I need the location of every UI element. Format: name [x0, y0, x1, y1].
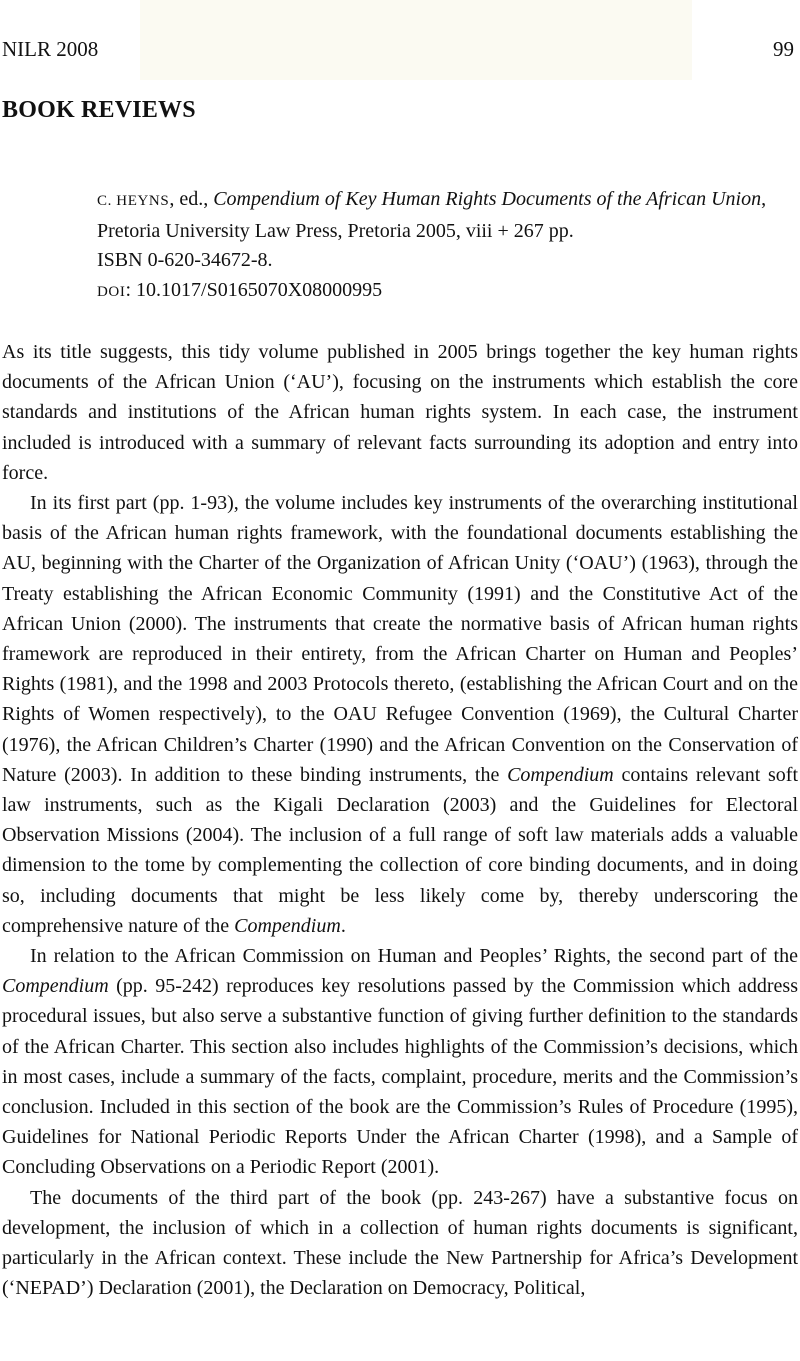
paragraph-3	[2, 941, 798, 1183]
review-body	[2, 337, 798, 1304]
citation-main	[97, 185, 797, 246]
doi-label: DOI	[97, 283, 126, 300]
section-title: BOOK REVIEWS	[2, 97, 196, 123]
journal-name: NILR 2008	[2, 37, 99, 61]
paragraph-1: As its title suggests, this tidy volume published in 2005 brings together the key human rights documents of the African Union (‘AU’), focusing on the instruments which establish the core standards and institutions of the African human rights system. In each case, the instrument included is introduced with a summary of relevant facts surrounding its adoption and entry into force.	[2, 341, 798, 484]
paragraph-2-part-c: .	[340, 914, 346, 937]
book-citation	[97, 185, 797, 307]
citation-isbn: ISBN 0-620-34672-8.	[97, 249, 273, 271]
paragraph-3-part-a: In relation to the African Commission on Human and Peoples’ Rights, the second part of the	[30, 945, 798, 968]
citation-author: C. HEYNS	[97, 193, 170, 209]
citation-publisher: , Pretoria University Law Press, Pretoria 2005, viii + 267 pp.	[97, 188, 767, 242]
paragraph-2-emphasis-1: Compendium	[507, 763, 614, 786]
paragraph-3-emphasis: Compendium	[2, 975, 109, 998]
citation-title: Compendium of Key Human Rights Documents of the African Union	[213, 188, 762, 210]
paragraph-2-part-b: contains relevant soft law instruments, such as the Kigali Declaration (2003) and the Guidelines for Electoral Observation Missions (2004). The inclusion of a full range of soft law materials adds a valuable dimension to the tome by complementing the collection of core binding documents, and in doing so, including documents that might be less likely come by, thereby underscoring the comprehensive nature of the	[2, 763, 799, 937]
doi-value: : 10.1017/S0165070X08000995	[125, 278, 383, 301]
page-number: 99	[773, 37, 794, 61]
citation-doi	[97, 276, 797, 308]
running-header	[0, 37, 800, 69]
paragraph-4: The documents of the third part of the book (pp. 243-267) have a substantive focus on development, the inclusion of which in a collection of human rights documents is significant, particularly in the African context. These include the New Partnership for Africa’s Development (‘NEPAD’) Declaration (2001), the Declaration on Democracy, Political,	[2, 1186, 798, 1300]
paragraph-3-part-b: (pp. 95-242) reproduces key resolutions passed by the Commission which address procedural issues, but also serve a substantive function of giving further definition to the standards of the African Charter. This section also includes highlights of the Commission’s decisions, which in most cases, include a summary of the facts, complaint, procedure, merits and the Commission’s conclusion. Included in this section of the book are the Commission’s Rules of Procedure (1995), Guidelines for National Periodic Reports Under the African Charter (1998), and a Sample of Concluding Observations on a Periodic Report (2001).	[2, 975, 798, 1179]
paragraph-2-part-a: In its first part (pp. 1-93), the volume includes key instruments of the overarching institutional basis of the African human rights framework, with the foundational documents establishing the AU, beginning with the Charter of the Organization of African Unity (‘OAU’) (1963), through the Treaty establishing the African Economic Community (1991) and the Constitutive Act of the African Union (2000). The instruments that create the normative basis of African human rights framework are reproduced in their entirety, from the African Charter on Human and Peoples’ Rights (1981), and the 1998 and 2003 Protocols thereto, (establishing the African Court and on the Rights of Women respectively), to the OAU Refugee Convention (1969), the Cultural Charter (1976), the African Children’s Charter (1990) and the African Convention on the Conservation of Nature (2003). In addition to these binding instruments, the	[2, 492, 798, 786]
paragraph-2-emphasis-2: Compendium	[234, 914, 341, 937]
paragraph-2	[2, 488, 798, 941]
citation-author-suffix: , ed.,	[169, 188, 214, 210]
